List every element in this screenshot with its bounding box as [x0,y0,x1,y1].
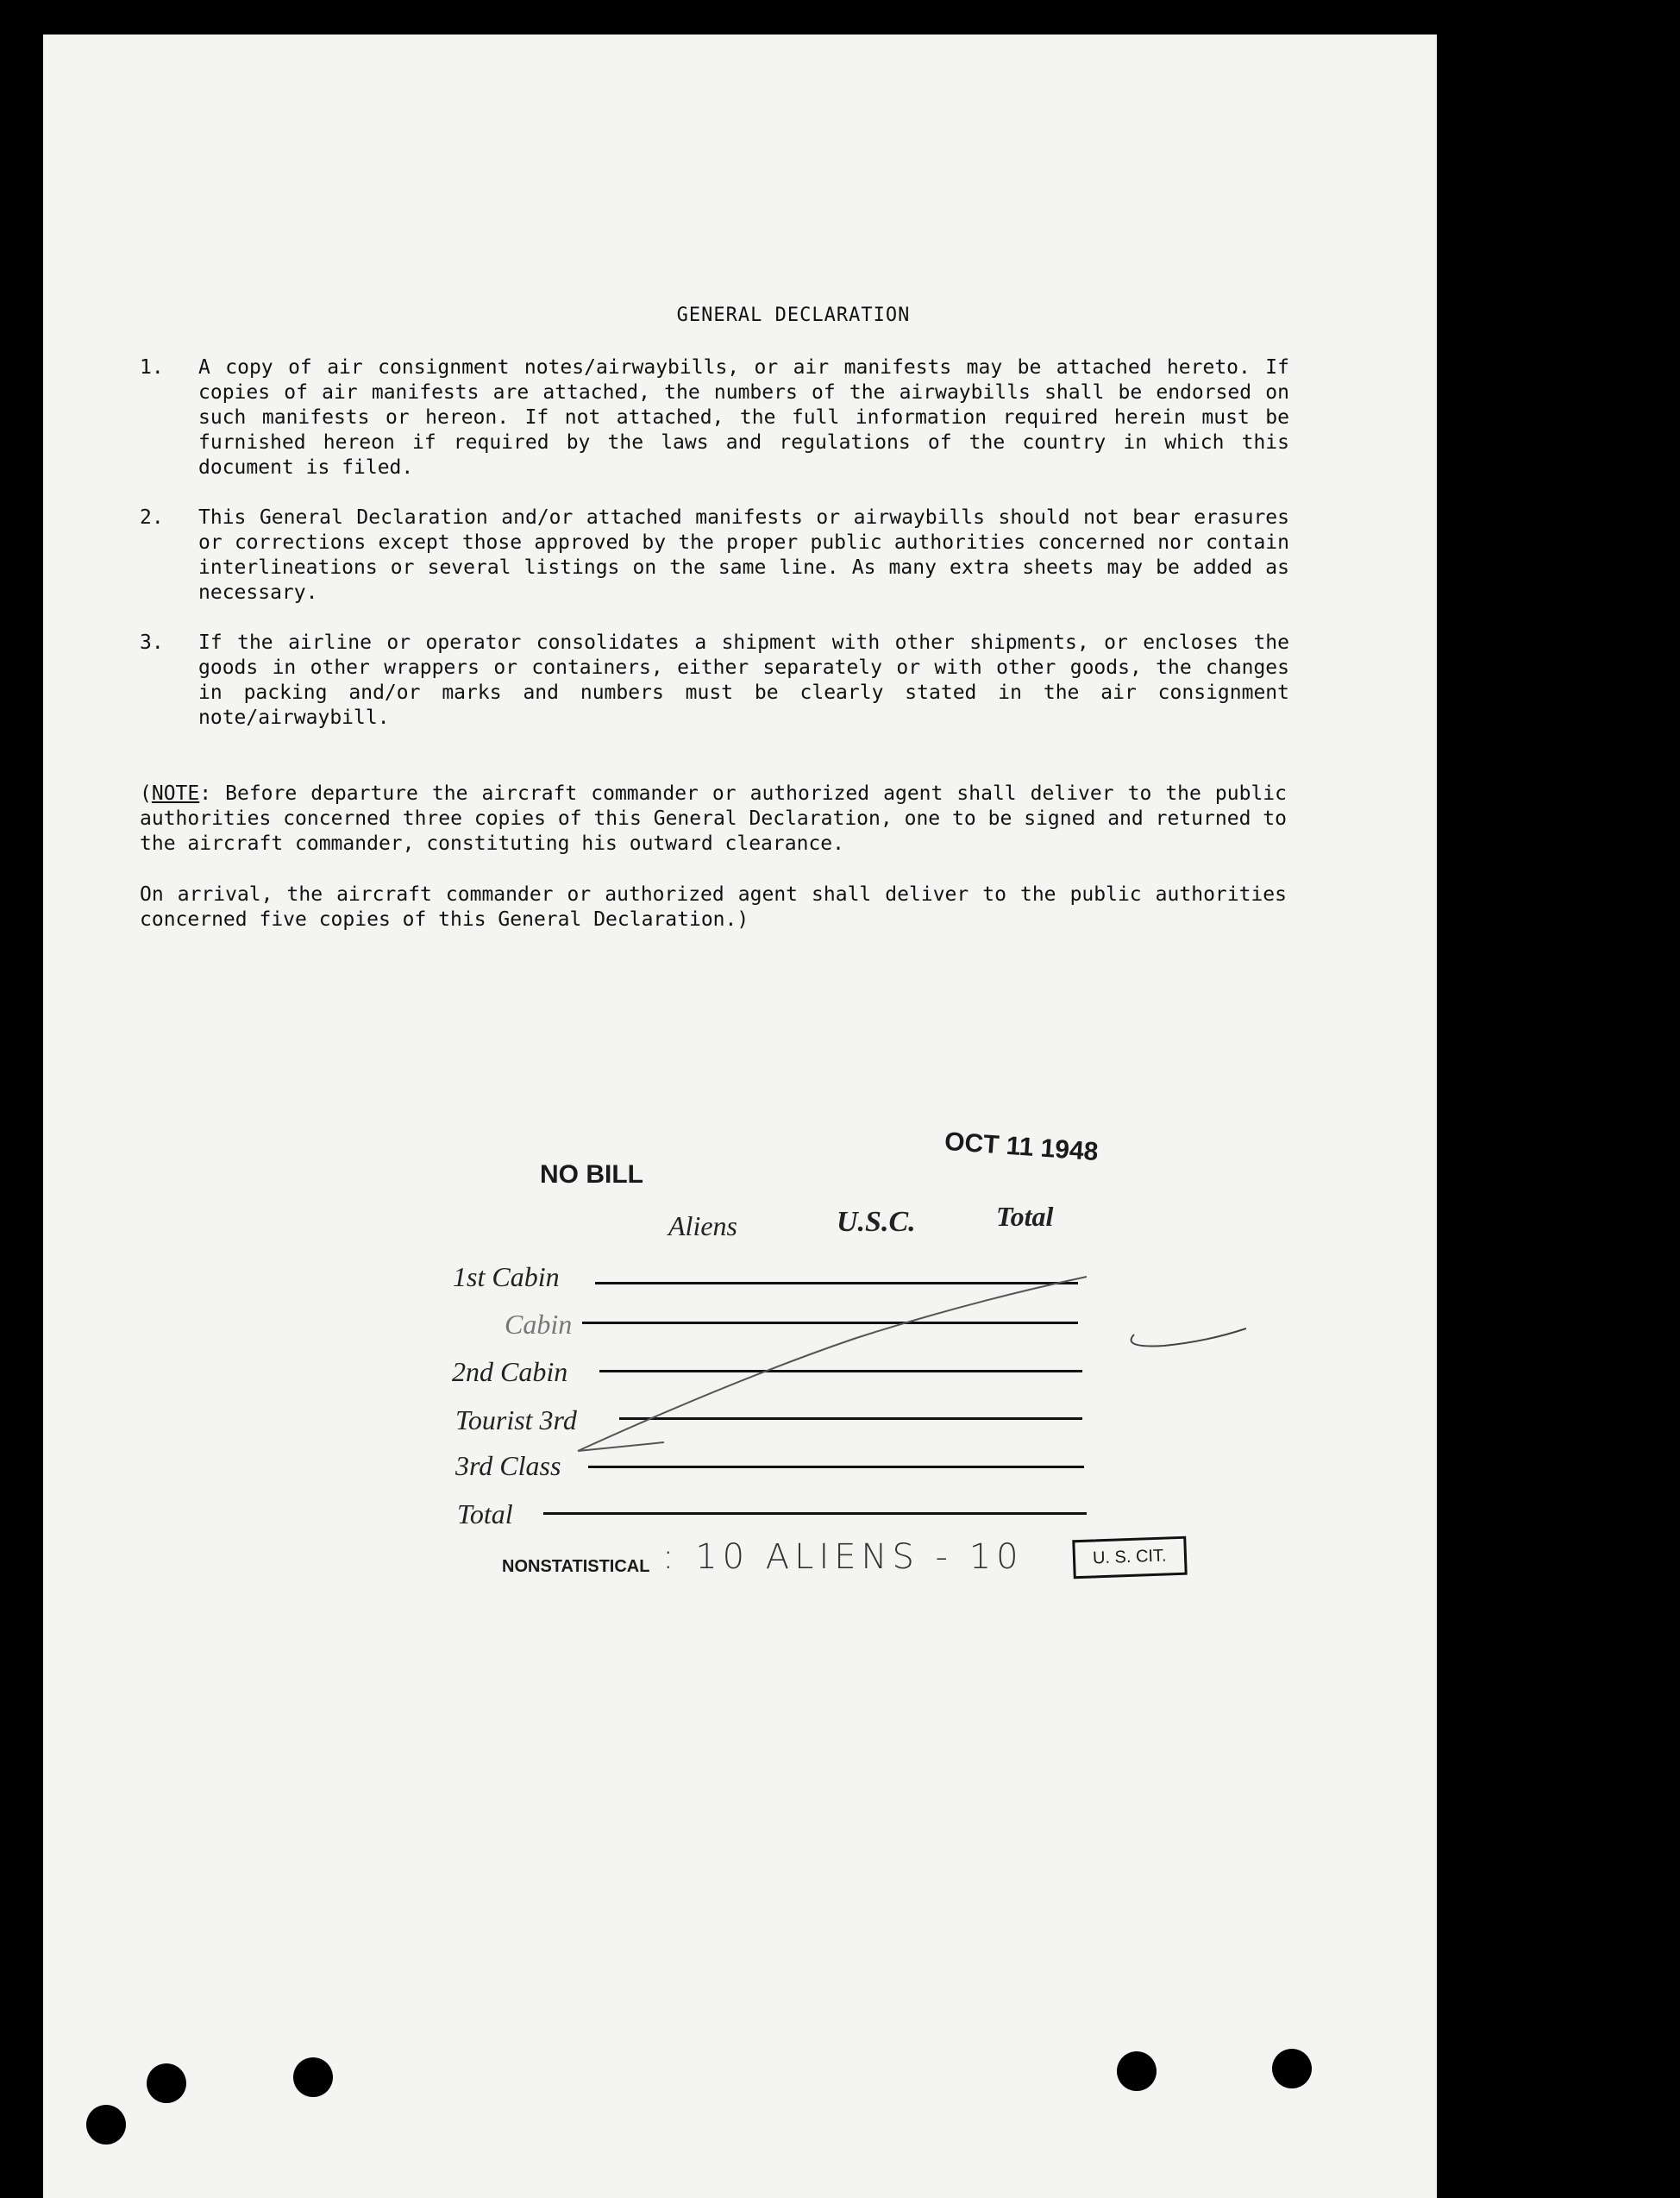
row-label-1st-cabin: 1st Cabin [453,1261,560,1292]
binder-hole [147,2063,186,2103]
arrival-note: On arrival, the aircraft commander or authorized agent shall deliver to the public authorities concerned five copies of this General Declaration.) [140,883,1287,931]
binder-hole [1117,2051,1157,2091]
row-label-2nd-cabin: 2nd Cabin [452,1356,568,1387]
handwritten-count: : 10 ALIENS - 10 [662,1537,1024,1577]
item-text: If the airline or operator consolidates a shipment with other shipments, or encloses the goods in other wrappers or containers, either separately or with other goods, the changes in packing and/or marks and numbers must be clearly stated in the air consignment note/airwaybill. [198,631,1289,729]
column-total: Total [996,1201,1054,1232]
item-text: A copy of air consignment notes/airwaybills, or air manifests may be attached hereto. If copies of air manifests are attached, the numbers of the airwaybills shall be endorsed on such manifests or hereon. If not attached, the full information required herein must be furnished hereon if required by the laws and regulations of the country in which this document is filed. [198,356,1289,479]
binder-hole [1272,2049,1312,2088]
row-label-tourist-3rd: Tourist 3rd [455,1404,577,1435]
note-text: : Before departure the aircraft commander or authorized agent shall deliver to the public authorities concerned three copies of this General Declaration, one to be signed and returned to the aircraft commander, constituting his outward clearance. [140,782,1287,855]
date-stamp: OCT 11 1948 [943,1127,1100,1167]
pen-marks [43,35,1437,2198]
no-bill-stamp: NO BILL [540,1160,643,1189]
note-label: NOTE [151,782,200,805]
pen-stroke-tail [578,1442,664,1451]
diagonal-pen-stroke [578,1277,1087,1451]
binder-hole [86,2105,126,2145]
row-label-3rd-class: 3rd Class [455,1450,561,1481]
column-usc: U.S.C. [837,1206,916,1238]
row-label-total: Total [457,1498,513,1529]
item-number: 2. [140,506,164,529]
document-title: GENERAL DECLARATION [676,305,911,326]
row-label-cabin: Cabin [505,1309,573,1340]
pen-squiggle [1131,1328,1246,1346]
us-citizen-stamp: U. S. CIT. [1072,1536,1187,1579]
item-number: 3. [140,631,164,654]
item-text: This General Declaration and/or attached manifests or airwaybills should not bear erasures or corrections except those approved by the proper public authorities concerned nor contain interlineations or several listings on the same line. As many extra sheets may be added as necessary. [198,506,1289,604]
item-number: 1. [140,356,164,379]
binder-hole [293,2057,333,2097]
nonstatistical-stamp: NONSTATISTICAL [502,1557,650,1576]
document-page [43,35,1437,2198]
column-aliens: Aliens [668,1210,737,1241]
note-paren: ( [140,782,152,805]
